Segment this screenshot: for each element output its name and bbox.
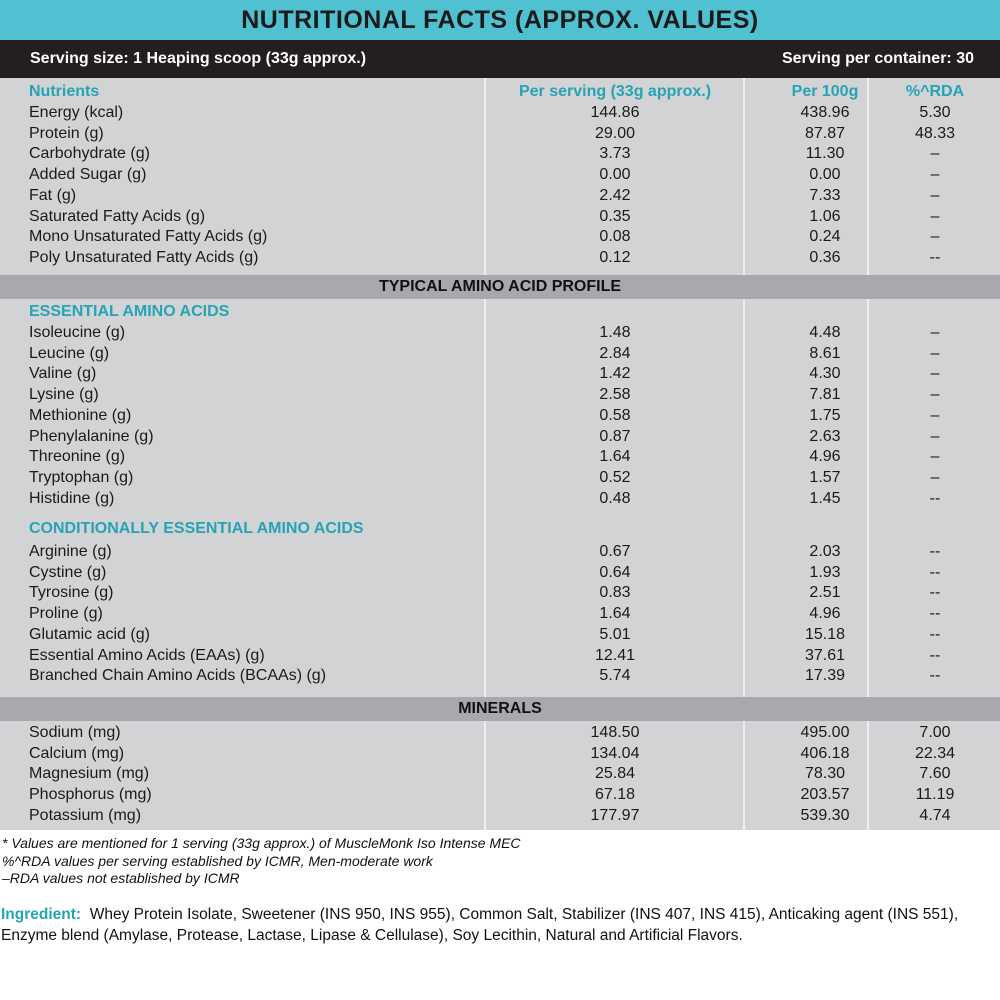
table-row	[0, 645, 1000, 666]
nutrient-name: Magnesium (mg)	[29, 765, 150, 783]
table-row	[0, 164, 1000, 185]
rda-value: --	[929, 625, 941, 643]
per-serving-value: 0.52	[599, 468, 631, 486]
rda-value: –	[930, 427, 940, 445]
per-serving-value: 3.73	[599, 145, 631, 163]
rda-value: –	[930, 324, 940, 341]
ingredients	[1, 904, 999, 946]
nutrient-name: Isoleucine (g)	[29, 324, 126, 341]
per-100g-value: 8.61	[809, 344, 841, 362]
per-100g-value: 0.00	[809, 166, 841, 184]
nutrient-name: Sodium (mg)	[29, 724, 121, 741]
nutrient-name: Leucine (g)	[29, 344, 110, 362]
rda-value: –	[930, 365, 940, 383]
nutrient-name: Potassium (mg)	[29, 806, 142, 824]
nutrient-name: Calcium (mg)	[29, 744, 125, 762]
rda-value: 22.34	[914, 744, 956, 762]
per-serving-value: 1.64	[599, 448, 631, 466]
nutrient-name: Histidine (g)	[29, 489, 115, 507]
nutrient-name: Poly Unsaturated Fatty Acids (g)	[29, 248, 259, 266]
per-serving-value: 144.86	[590, 104, 640, 121]
rda-value: --	[929, 563, 941, 581]
nutrient-name: Carbohydrate (g)	[29, 145, 150, 163]
conditional-heading: CONDITIONALLY ESSENTIAL AMINO ACIDS	[29, 520, 364, 537]
table-header-row	[0, 81, 1000, 102]
per-100g-value: 2.51	[809, 584, 841, 602]
nutrient-name: Tryptophan (g)	[29, 468, 134, 486]
per-100g-value: 539.30	[800, 806, 850, 824]
per-serving-value: 0.48	[599, 489, 631, 507]
footnote: %^RDA values per serving established by ICMR, Men-moderate work	[2, 852, 433, 869]
table-row	[0, 143, 1000, 164]
per-100g-value: 15.18	[804, 625, 846, 643]
table-row	[0, 805, 1000, 826]
per-100g-value: 4.96	[809, 605, 841, 623]
rda-value: –	[930, 406, 940, 424]
table-row	[0, 206, 1000, 227]
rda-value: 7.60	[919, 765, 951, 783]
per-serving-value: 5.74	[599, 667, 631, 685]
table-row	[0, 562, 1000, 583]
table-row	[0, 743, 1000, 764]
per-100g-value: 1.45	[809, 489, 841, 507]
table-row	[0, 185, 1000, 206]
per-100g-value: 4.96	[809, 448, 841, 466]
footnote: * Values are mentioned for 1 serving (33g approx.) of MuscleMonk Iso Intense MEC	[2, 835, 521, 851]
per-100g-value: 203.57	[800, 786, 850, 804]
page-title: NUTRITIONAL FACTS (APPROX. VALUES)	[241, 5, 759, 34]
serving-bar	[0, 40, 1000, 78]
table-row	[0, 624, 1000, 645]
table-row	[0, 322, 1000, 343]
nutrient-name: Arginine (g)	[29, 543, 112, 560]
amino-acid-band: TYPICAL AMINO ACID PROFILE	[0, 275, 1000, 299]
per-100g-value: 0.24	[809, 228, 841, 246]
nutrient-name: Mono Unsaturated Fatty Acids (g)	[29, 228, 268, 246]
table-row	[0, 722, 1000, 743]
per-serving-value: 0.00	[599, 166, 631, 184]
nutrient-name: Valine (g)	[29, 365, 97, 383]
table-row	[0, 363, 1000, 384]
rda-value: –	[930, 344, 940, 362]
table-row	[0, 763, 1000, 784]
per-serving-value: 2.42	[599, 186, 631, 204]
per-100g-value: 1.57	[809, 468, 841, 486]
nutrient-name: Proline (g)	[29, 605, 103, 623]
table-row	[0, 247, 1000, 268]
per-serving-value: 1.64	[599, 605, 631, 623]
per-100g-value: 406.18	[800, 744, 850, 762]
nutrient-name: Phosphorus (mg)	[29, 786, 152, 804]
per-serving-value: 177.97	[590, 806, 640, 824]
footnote: –RDA values not established by ICMR	[2, 870, 240, 886]
nutrient-name: Protein (g)	[29, 124, 104, 142]
per-serving-value: 2.58	[599, 386, 631, 404]
minerals-band: MINERALS	[0, 697, 1000, 721]
per-100g-value: 438.96	[800, 104, 850, 121]
ingredient-label: Ingredient:	[1, 906, 82, 923]
per-100g-value: 1.06	[809, 207, 841, 225]
per-serving-value: 0.12	[599, 248, 631, 266]
nutrient-name: Lysine (g)	[29, 386, 99, 404]
per-serving-value: 1.48	[599, 324, 631, 341]
per-100g-value: 4.48	[809, 324, 841, 341]
rda-value: 11.19	[915, 786, 955, 804]
serving-size: Serving size: 1 Heaping scoop (33g approx.)	[30, 50, 367, 67]
ingredient-text: Whey Protein Isolate, Sweetener (INS 950, INS 955), Common Salt, Stabilizer (INS 407, INS 415), Anticaking agent (INS 551), Enzyme blend (Amylase, Protease, Lactase, Lipase & Cellulase), Soy Lecithin, Natural and Artificial Flavors.	[1, 906, 959, 944]
per-serving-value: 0.08	[599, 228, 631, 246]
nutrient-name: Energy (kcal)	[29, 104, 124, 121]
rda-value: –	[930, 207, 940, 225]
rda-value: --	[929, 584, 941, 602]
nutrient-name: Phenylalanine (g)	[29, 427, 154, 445]
rda-value: --	[929, 248, 941, 266]
per-100g-value: 2.03	[809, 543, 841, 560]
nutrient-name: Essential Amino Acids (EAAs) (g)	[29, 646, 265, 664]
per-100g-value: 4.30	[809, 365, 841, 383]
per-serving-value: 0.83	[599, 584, 631, 602]
servings-per-container: Serving per container: 30	[781, 50, 974, 67]
title-bar	[0, 0, 1000, 40]
rda-value: --	[929, 646, 941, 664]
per-100g-value: 11.30	[805, 145, 845, 163]
per-serving-value: 1.42	[599, 365, 631, 383]
table-row	[0, 102, 1000, 123]
table-row	[0, 665, 1000, 686]
per-serving-value: 0.58	[599, 406, 631, 424]
per-100g-value: 1.93	[809, 563, 841, 581]
rda-value: –	[930, 145, 940, 163]
table-row	[0, 446, 1000, 467]
rda-value: –	[930, 386, 940, 404]
per-100g-value: 0.36	[809, 248, 841, 266]
nutrient-name: Fat (g)	[29, 186, 77, 204]
nutrient-name: Threonine (g)	[29, 448, 126, 466]
nutrient-name: Saturated Fatty Acids (g)	[29, 207, 206, 225]
rda-value: 5.30	[919, 104, 951, 121]
rda-value: --	[929, 667, 941, 685]
table-row	[0, 343, 1000, 364]
nutrient-name: Methionine (g)	[29, 406, 132, 424]
essential-heading: ESSENTIAL AMINO ACIDS	[29, 303, 230, 320]
rda-value: –	[930, 228, 940, 246]
per-100g-value: 495.00	[800, 724, 850, 741]
per-serving-value: 5.01	[599, 625, 631, 643]
per-serving-value: 67.18	[594, 786, 636, 804]
rda-value: --	[929, 605, 941, 623]
rda-value: –	[930, 468, 940, 486]
rda-value: –	[930, 448, 940, 466]
per-serving-value: 2.84	[599, 344, 631, 362]
table-row	[0, 384, 1000, 405]
per-serving-value: 0.67	[599, 543, 631, 560]
per-serving-value: 0.87	[599, 427, 631, 445]
rda-value: --	[929, 543, 941, 560]
per-100g-value: 78.30	[804, 765, 846, 783]
table-row	[0, 226, 1000, 247]
rda-value: --	[929, 489, 941, 507]
per-serving-value: 148.50	[590, 724, 640, 741]
per-serving-value: 25.84	[594, 765, 636, 783]
table-row	[0, 467, 1000, 488]
per-serving-value: 29.00	[594, 124, 636, 142]
header-per-100g: Per 100g	[791, 83, 859, 100]
per-100g-value: 17.39	[804, 667, 846, 685]
per-100g-value: 37.61	[804, 646, 846, 664]
rda-value: –	[930, 186, 940, 204]
per-100g-value: 2.63	[809, 427, 841, 445]
table-row	[0, 784, 1000, 805]
per-100g-value: 87.87	[804, 124, 846, 142]
nutrient-name: Glutamic acid (g)	[29, 625, 150, 643]
rda-value: 48.33	[914, 124, 956, 142]
per-serving-value: 0.35	[599, 207, 631, 225]
nutrient-name: Tyrosine (g)	[29, 584, 114, 602]
header-per-serving: Per serving (33g approx.)	[518, 83, 712, 100]
table-row	[0, 541, 1000, 562]
nutrient-name: Cystine (g)	[29, 563, 107, 581]
rda-value: 7.00	[919, 724, 951, 741]
nutrient-name: Branched Chain Amino Acids (BCAAs) (g)	[29, 667, 327, 685]
per-serving-value: 0.64	[599, 563, 631, 581]
rda-value: 4.74	[919, 806, 951, 824]
per-serving-value: 12.41	[594, 646, 636, 664]
table-row	[0, 405, 1000, 426]
per-serving-value: 134.04	[590, 744, 640, 762]
table-row	[0, 488, 1000, 509]
per-100g-value: 7.33	[809, 186, 841, 204]
table-row	[0, 603, 1000, 624]
per-100g-value: 1.75	[809, 406, 841, 424]
header-rda: %^RDA	[905, 83, 965, 100]
footnotes	[2, 835, 521, 888]
table-row	[0, 123, 1000, 144]
header-nutrients: Nutrients	[29, 83, 100, 100]
table-row	[0, 582, 1000, 603]
rda-value: –	[930, 166, 940, 184]
nutrient-name: Added Sugar (g)	[29, 166, 147, 184]
table-row	[0, 426, 1000, 447]
per-100g-value: 7.81	[809, 386, 841, 404]
